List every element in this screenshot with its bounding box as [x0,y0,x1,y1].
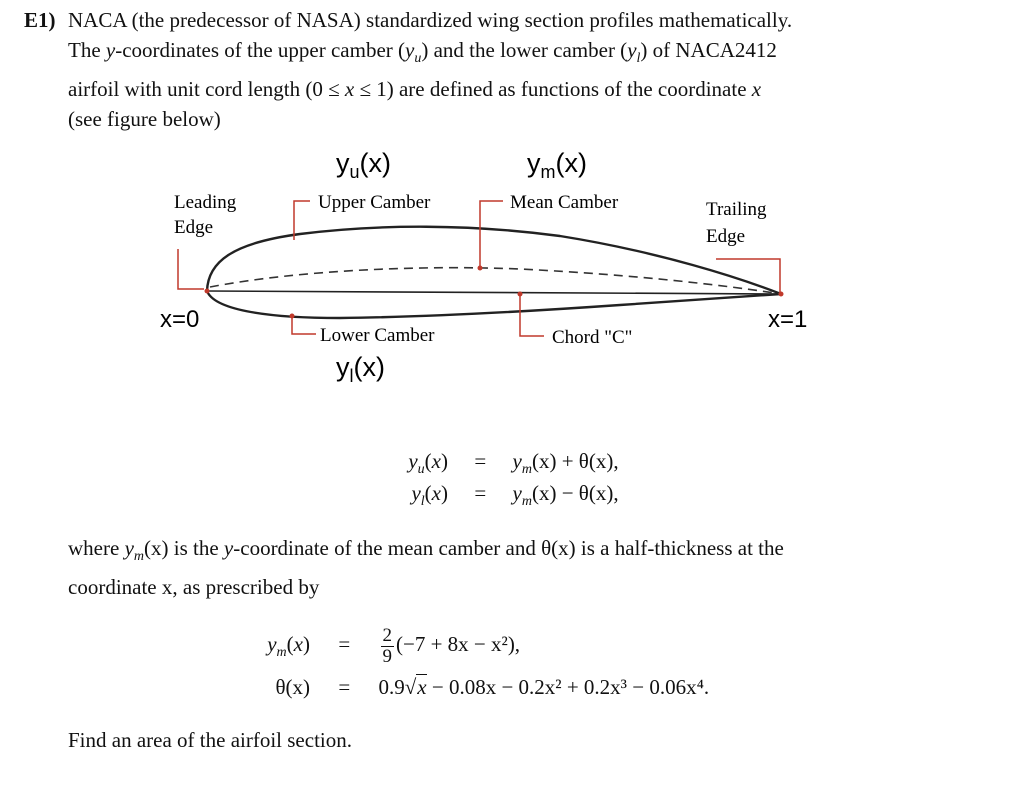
leading-edge-label-1: Leading [174,192,237,213]
mean-camber-point [478,266,483,271]
problem-label: E1) [24,8,56,32]
eq-ym: $y_m(x)$ = $\frac{2}{9}$ (−7 + 8x − x²), [267,624,521,667]
trailing-edge-label-2: Edge [706,226,746,247]
problem-line-1: NACA (the predecessor of NASA) standardized wing section profiles mathematically. [68,8,793,32]
trailing-edge-point [779,292,784,297]
where-paragraph [68,533,983,602]
leading-edge-point [205,289,210,294]
sqrt-x: x [417,675,427,699]
chord-line [207,291,781,294]
trailing-edge-label-1: Trailing [706,199,767,220]
label-yu: $y_u(x)$ [336,148,391,182]
leading-edge-leader [178,249,204,289]
leading-edge-label-2: Edge [174,217,214,238]
label-x0: x=0 [160,306,200,333]
label-yl: $y_l(x)$ [336,352,385,386]
upper-camber-label: Upper Camber [318,192,431,213]
where-line-2: coordinate x, as prescribed by [68,575,320,600]
where-line-1: where $y_m(x)$ is the y-coordinate of the mean camber and θ(x) is a half-thickness at the [68,536,784,565]
label-ym: $y_m(x)$ [527,148,587,182]
eq-theta: θ(x) = 0.9√x − 0.08x − 0.2x² + 0.2x³ − 0.06x⁴. [275,675,710,699]
label-x1: x=1 [768,306,808,333]
problem-line-2: The y-coordinates of the upper camber $(y_u)$ and the lower camber $(y_l)$ of NACA2412 [68,38,777,67]
problem-line-3: airfoil with unit cord length (0 ≤ x ≤ 1) are defined as functions of the coordinate x [68,77,762,102]
eq-yl: $y_l(x) = y_m(x) - \theta(x)$, [411,481,619,510]
chord-label: Chord "C" [552,327,633,348]
fraction-two-ninths: $\frac{2}{9}$ [382,624,392,667]
mean-camber-label: Mean Camber [510,192,619,213]
mean-camber-leader [480,201,503,268]
chord-point [518,292,523,297]
problem-line-4: (see figure below) [68,107,221,132]
mean-camber-line [210,268,781,294]
lower-camber-label: Lower Camber [320,325,435,346]
eq-yu: $y_u(x) = y_m(x) + \theta(x)$, [408,449,619,478]
question-text: Find an area of the airfoil section. [68,728,352,752]
lower-camber-point [290,314,295,319]
chord-leader [520,294,544,336]
upper-camber-curve [207,227,781,294]
